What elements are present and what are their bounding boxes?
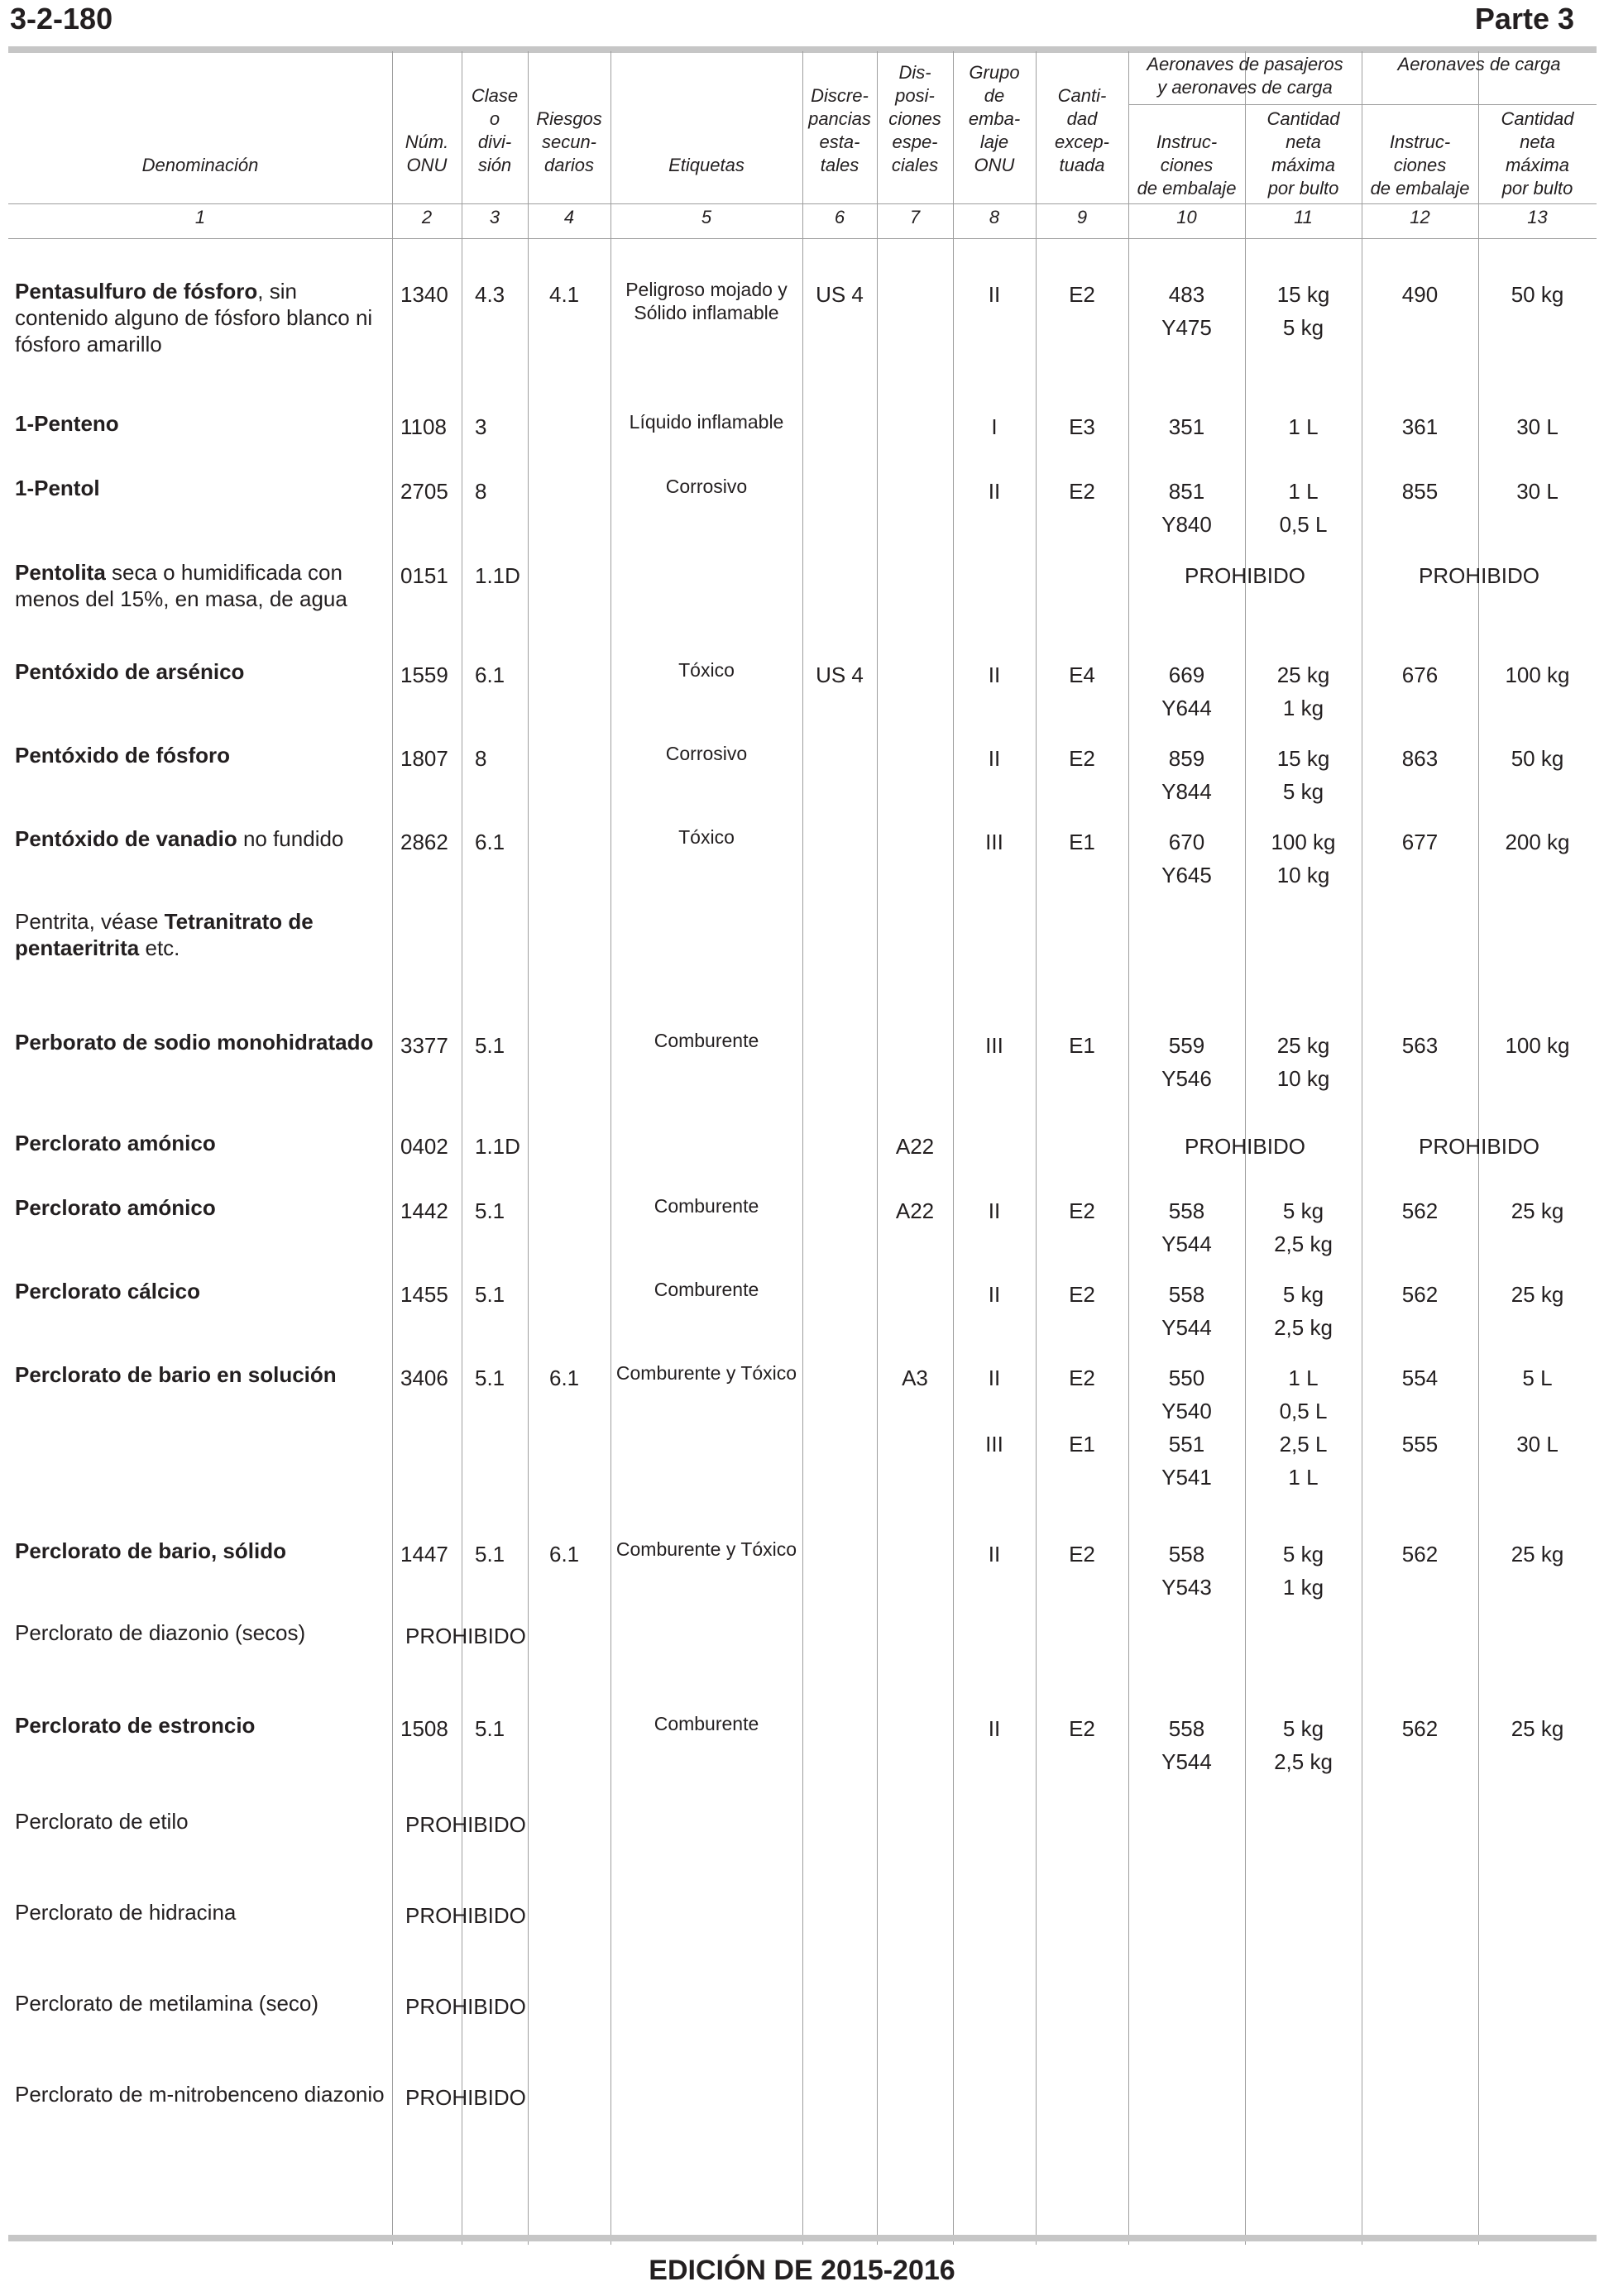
packing-group: II (988, 1282, 1001, 1307)
column-divider (1036, 51, 1037, 2245)
un-number: 1455 (400, 1282, 448, 1307)
col-header-cantidad-exceptuada: Canti- dad excep- tuada (1054, 85, 1110, 175)
un-number: 0402 (400, 1134, 448, 1159)
group-header-rule (1128, 104, 1597, 105)
max-net-quantity: 2,5 kg (1274, 1749, 1333, 1774)
name-bold: 1-Pentol (15, 476, 100, 500)
substance-name (15, 2081, 387, 2107)
substance-name (15, 1194, 387, 1221)
packing-instruction: Y645 (1161, 863, 1212, 887)
hazard-label: Peligroso mojado y (625, 279, 788, 300)
hazard-label: Comburente (654, 1279, 759, 1300)
name-bold: Perclorato amónico (15, 1131, 216, 1155)
excepted-quantity: E2 (1069, 1542, 1095, 1567)
col-header-discrepancias: Discre- pancias esta- tales (808, 85, 871, 175)
class-division: 5.1 (475, 1033, 505, 1058)
col-header-disposiciones: Dis- posi- ciones espe- ciales (888, 62, 941, 175)
packing-instruction: Y475 (1161, 315, 1212, 340)
substance-name (15, 1808, 387, 1834)
un-number: 1108 (400, 414, 447, 439)
max-net-quantity: 5 kg (1282, 1716, 1324, 1741)
substance-name (15, 1029, 387, 1055)
packing-group: II (988, 746, 1001, 771)
packing-instruction: Y543 (1161, 1575, 1212, 1600)
number-rule (8, 238, 1597, 239)
max-net-quantity: 1 kg (1282, 1575, 1324, 1600)
col-number: 9 (1076, 207, 1088, 227)
substance-name (15, 908, 387, 961)
max-net-quantity: 1 L (1288, 1366, 1319, 1390)
col-header-instrucciones: Instruc- ciones de embalaje (1137, 132, 1237, 199)
forbidden-passenger: PROHIBIDO (1185, 1134, 1305, 1159)
col-header-cantidad-neta: Cantidad neta máxima por bulto (1501, 108, 1574, 199)
name-rest: seca o humidificada con menos del 15%, en masa, de agua (15, 560, 347, 611)
col-number: 1 (194, 207, 206, 227)
max-net-quantity: 5 kg (1282, 315, 1324, 340)
column-divider (528, 51, 529, 2245)
name-bold: Pentóxido de vanadio (15, 826, 237, 851)
col-header-denominacion: Denominación (141, 155, 259, 175)
edition-footer: EDICIÓN DE 2015-2016 (649, 2255, 955, 2286)
forbidden-text: PROHIBIDO (405, 1812, 526, 1837)
cargo-max-quantity: 100 kg (1505, 662, 1570, 687)
class-division: 1.1D (475, 563, 520, 588)
name-plain: Perclorato de metilamina (seco) (15, 1991, 319, 2016)
packing-instruction: 670 (1168, 830, 1205, 854)
subsidiary-risk: 6.1 (549, 1366, 580, 1390)
class-division: 3 (475, 414, 487, 439)
class-division: 6.1 (475, 830, 505, 854)
substance-name (15, 658, 387, 685)
name-bold: Pentasulfuro de fósforo (15, 279, 258, 304)
forbidden-text: PROHIBIDO (405, 2085, 526, 2110)
name-plain: Perclorato de hidracina (15, 1900, 237, 1925)
subsidiary-risk: 6.1 (549, 1542, 580, 1567)
special-provision: A22 (895, 1198, 935, 1223)
name-bold: Perclorato de bario, sólido (15, 1538, 286, 1563)
name-bold: Perclorato amónico (15, 1195, 216, 1220)
column-divider (802, 51, 803, 2245)
name-bold: Tetranitrato de pentaeritrita (15, 909, 314, 960)
substance-name (15, 278, 387, 357)
cargo-packing-instruction: 563 (1401, 1033, 1439, 1058)
class-division: 5.1 (475, 1198, 505, 1223)
substance-name (15, 1990, 387, 2016)
packing-group: II (988, 1716, 1001, 1741)
packing-group: I (991, 414, 998, 439)
packing-instruction: 558 (1168, 1198, 1205, 1223)
name-rest: no fundido (237, 826, 344, 851)
col-header-etiquetas: Etiquetas (668, 155, 745, 175)
name-bold: Pentóxido de arsénico (15, 659, 245, 684)
max-net-quantity: 1 L (1288, 479, 1319, 504)
max-net-quantity: 5 kg (1282, 1282, 1324, 1307)
max-net-quantity: 1 kg (1282, 696, 1324, 720)
name-bold: Pentóxido de fósforo (15, 743, 230, 768)
max-net-quantity: 0,5 L (1279, 1399, 1328, 1423)
name-bold: Perborato de sodio monohidratado (15, 1030, 374, 1055)
max-net-quantity: 2,5 L (1279, 1432, 1328, 1457)
col-number: 12 (1410, 207, 1430, 227)
packing-instruction: Y544 (1161, 1749, 1212, 1774)
hazard-label: Sólido inflamable (634, 302, 779, 323)
un-number: 0151 (400, 563, 448, 588)
max-net-quantity: 25 kg (1276, 1033, 1330, 1058)
max-net-quantity: 1 L (1288, 414, 1319, 439)
hazard-label: Comburente (654, 1713, 759, 1734)
packing-group: II (988, 479, 1001, 504)
col-header-instrucciones: Instruc- ciones de embalaje (1370, 132, 1470, 199)
cargo-max-quantity: 200 kg (1505, 830, 1570, 854)
un-number: 1807 (400, 746, 448, 771)
packing-instruction: 851 (1168, 479, 1205, 504)
hazard-label: Corrosivo (665, 743, 748, 764)
max-net-quantity: 2,5 kg (1274, 1315, 1333, 1340)
col-header-num-onu: Núm. ONU (405, 132, 449, 175)
col-number: 10 (1176, 207, 1197, 227)
excepted-quantity: E2 (1069, 746, 1095, 771)
cargo-packing-instruction: 554 (1401, 1366, 1439, 1390)
packing-instruction: 551 (1168, 1432, 1205, 1457)
col-number: 13 (1527, 207, 1548, 227)
max-net-quantity: 5 kg (1282, 779, 1324, 804)
un-number: 1340 (400, 282, 448, 307)
forbidden-text: PROHIBIDO (405, 1994, 526, 2019)
bottom-rule (8, 2235, 1597, 2241)
cargo-max-quantity: 25 kg (1511, 1542, 1564, 1567)
packing-group: III (985, 830, 1003, 854)
col-header-riesgos: Riesgos secun- darios (536, 108, 602, 175)
col-group-pasajeros: Aeronaves de pasajeros y aeronaves de carga (1147, 54, 1343, 98)
packing-group: II (988, 1198, 1001, 1223)
max-net-quantity: 10 kg (1276, 863, 1330, 887)
cargo-packing-instruction: 676 (1401, 662, 1439, 687)
cargo-max-quantity: 30 L (1516, 1432, 1559, 1457)
class-division: 5.1 (475, 1542, 505, 1567)
hazard-label: Tóxico (678, 826, 735, 848)
class-division: 4.3 (475, 282, 505, 307)
packing-group: II (988, 282, 1001, 307)
un-number: 3406 (400, 1366, 448, 1390)
header-rule (8, 203, 1597, 204)
col-number: 5 (701, 207, 712, 227)
un-number: 1508 (400, 1716, 448, 1741)
packing-instruction: 859 (1168, 746, 1205, 771)
name-bold: 1-Penteno (15, 411, 119, 436)
excepted-quantity: E2 (1069, 1366, 1095, 1390)
cargo-max-quantity: 5 L (1522, 1366, 1553, 1390)
substance-name (15, 410, 387, 437)
packing-group: II (988, 1542, 1001, 1567)
name-rest: etc. (139, 935, 180, 960)
max-net-quantity: 1 L (1288, 1465, 1319, 1490)
name-rest: , sin contenido alguno de fósforo blanco ni fósforo amarillo (15, 279, 373, 356)
cargo-packing-instruction: 677 (1401, 830, 1439, 854)
col-header-grupo: Grupo de emba- laje ONU (968, 62, 1021, 175)
excepted-quantity: E1 (1069, 1033, 1095, 1058)
hazard-label: Comburente y Tóxico (615, 1362, 797, 1384)
cargo-max-quantity: 25 kg (1511, 1716, 1564, 1741)
class-division: 6.1 (475, 662, 505, 687)
cargo-packing-instruction: 863 (1401, 746, 1439, 771)
col-header-cantidad-neta: Cantidad neta máxima por bulto (1266, 108, 1340, 199)
class-division: 5.1 (475, 1716, 505, 1741)
forbidden-cargo: PROHIBIDO (1419, 563, 1539, 588)
cargo-max-quantity: 50 kg (1511, 282, 1564, 307)
hazard-label: Comburente (654, 1195, 759, 1217)
col-number: 3 (489, 207, 500, 227)
excepted-quantity: E1 (1069, 1432, 1095, 1457)
name-bold: Pentolita (15, 560, 106, 585)
state-discrepancy: US 4 (816, 662, 864, 687)
packing-group: II (988, 1366, 1001, 1390)
cargo-packing-instruction: 555 (1401, 1432, 1439, 1457)
substance-name (15, 1538, 387, 1564)
class-division: 5.1 (475, 1366, 505, 1390)
max-net-quantity: 15 kg (1276, 746, 1330, 771)
page-number: 3-2-180 (10, 2, 113, 36)
packing-group: II (988, 662, 1001, 687)
class-division: 1.1D (475, 1134, 520, 1159)
hazard-label: Tóxico (678, 659, 735, 681)
cargo-packing-instruction: 562 (1401, 1542, 1439, 1567)
cargo-max-quantity: 25 kg (1511, 1282, 1564, 1307)
col-number: 8 (989, 207, 1000, 227)
un-number: 1447 (400, 1542, 448, 1567)
forbidden-text: PROHIBIDO (405, 1624, 526, 1648)
hazard-label: Comburente (654, 1030, 759, 1051)
cargo-max-quantity: 30 L (1516, 414, 1559, 439)
un-number: 2705 (400, 479, 448, 504)
cargo-packing-instruction: 490 (1401, 282, 1439, 307)
packing-instruction: 351 (1168, 414, 1205, 439)
max-net-quantity: 10 kg (1276, 1066, 1330, 1091)
max-net-quantity: 25 kg (1276, 662, 1330, 687)
column-divider (392, 51, 393, 2245)
excepted-quantity: E2 (1069, 479, 1095, 504)
special-provision: A3 (902, 1366, 928, 1390)
substance-name (15, 1619, 387, 1646)
state-discrepancy: US 4 (816, 282, 864, 307)
packing-group: III (985, 1033, 1003, 1058)
col-number: 2 (421, 207, 433, 227)
cargo-packing-instruction: 361 (1401, 414, 1439, 439)
max-net-quantity: 5 kg (1282, 1542, 1324, 1567)
cargo-packing-instruction: 562 (1401, 1282, 1439, 1307)
excepted-quantity: E2 (1069, 282, 1095, 307)
name-prefix: Pentrita, véase (15, 909, 165, 934)
excepted-quantity: E2 (1069, 1198, 1095, 1223)
packing-instruction: Y540 (1161, 1399, 1212, 1423)
cargo-max-quantity: 100 kg (1505, 1033, 1570, 1058)
cargo-packing-instruction: 562 (1401, 1198, 1439, 1223)
substance-name (15, 1361, 387, 1388)
packing-instruction: Y840 (1161, 512, 1212, 537)
col-number: 7 (909, 207, 921, 227)
cargo-max-quantity: 25 kg (1511, 1198, 1564, 1223)
excepted-quantity: E2 (1069, 1282, 1095, 1307)
packing-instruction: Y844 (1161, 779, 1212, 804)
substance-name (15, 475, 387, 501)
hazard-label: Comburente y Tóxico (615, 1538, 797, 1560)
cargo-max-quantity: 30 L (1516, 479, 1559, 504)
excepted-quantity: E3 (1069, 414, 1095, 439)
substance-name (15, 825, 387, 852)
col-number: 4 (563, 207, 575, 227)
col-header-clase: Clase o divi- sión (471, 85, 519, 175)
packing-instruction: 558 (1168, 1542, 1205, 1567)
packing-instruction: 558 (1168, 1282, 1205, 1307)
column-divider (953, 51, 954, 2245)
packing-instruction: Y546 (1161, 1066, 1212, 1091)
substance-name (15, 1278, 387, 1304)
max-net-quantity: 100 kg (1271, 830, 1336, 854)
forbidden-cargo: PROHIBIDO (1419, 1134, 1539, 1159)
excepted-quantity: E1 (1069, 830, 1095, 854)
substance-name (15, 1712, 387, 1739)
special-provision: A22 (895, 1134, 935, 1159)
forbidden-text: PROHIBIDO (405, 1903, 526, 1928)
packing-instruction: 558 (1168, 1716, 1205, 1741)
cargo-max-quantity: 50 kg (1511, 746, 1564, 771)
packing-instruction: 483 (1168, 282, 1205, 307)
max-net-quantity: 2,5 kg (1274, 1232, 1333, 1256)
substance-name (15, 1899, 387, 1925)
col-number: 11 (1294, 207, 1313, 227)
name-plain: Perclorato de m-nitrobenceno diazonio (15, 2082, 385, 2107)
max-net-quantity: 5 kg (1282, 1198, 1324, 1223)
part-label: Parte 3 (1474, 2, 1574, 36)
packing-instruction: Y544 (1161, 1232, 1212, 1256)
packing-instruction: Y544 (1161, 1315, 1212, 1340)
excepted-quantity: E2 (1069, 1716, 1095, 1741)
subsidiary-risk: 4.1 (549, 282, 580, 307)
max-net-quantity: 15 kg (1276, 282, 1330, 307)
name-bold: Perclorato cálcico (15, 1279, 200, 1303)
col-number: 6 (834, 207, 845, 227)
packing-instruction: 550 (1168, 1366, 1205, 1390)
packing-instruction: Y644 (1161, 696, 1212, 720)
un-number: 1559 (400, 662, 448, 687)
packing-instruction: Y541 (1161, 1465, 1212, 1490)
forbidden-passenger: PROHIBIDO (1185, 563, 1305, 588)
un-number: 1442 (400, 1198, 448, 1223)
hazard-label: Líquido inflamable (629, 411, 784, 433)
substance-name (15, 1130, 387, 1156)
hazard-label: Corrosivo (665, 476, 748, 497)
substance-name (15, 559, 387, 612)
excepted-quantity: E4 (1069, 662, 1095, 687)
name-bold: Perclorato de bario en solución (15, 1362, 337, 1387)
substance-name (15, 742, 387, 768)
packing-group: III (985, 1432, 1003, 1457)
column-divider (610, 51, 611, 2245)
class-division: 5.1 (475, 1282, 505, 1307)
name-plain: Perclorato de etilo (15, 1809, 189, 1834)
class-division: 8 (475, 746, 487, 771)
name-plain: Perclorato de diazonio (secos) (15, 1620, 306, 1645)
packing-instruction: 559 (1168, 1033, 1205, 1058)
max-net-quantity: 0,5 L (1279, 512, 1328, 537)
class-division: 8 (475, 479, 487, 504)
un-number: 3377 (400, 1033, 448, 1058)
col-group-carga: Aeronaves de carga (1397, 54, 1561, 74)
packing-instruction: 669 (1168, 662, 1205, 687)
name-bold: Perclorato de estroncio (15, 1713, 256, 1738)
cargo-packing-instruction: 562 (1401, 1716, 1439, 1741)
cargo-packing-instruction: 855 (1401, 479, 1439, 504)
un-number: 2862 (400, 830, 448, 854)
